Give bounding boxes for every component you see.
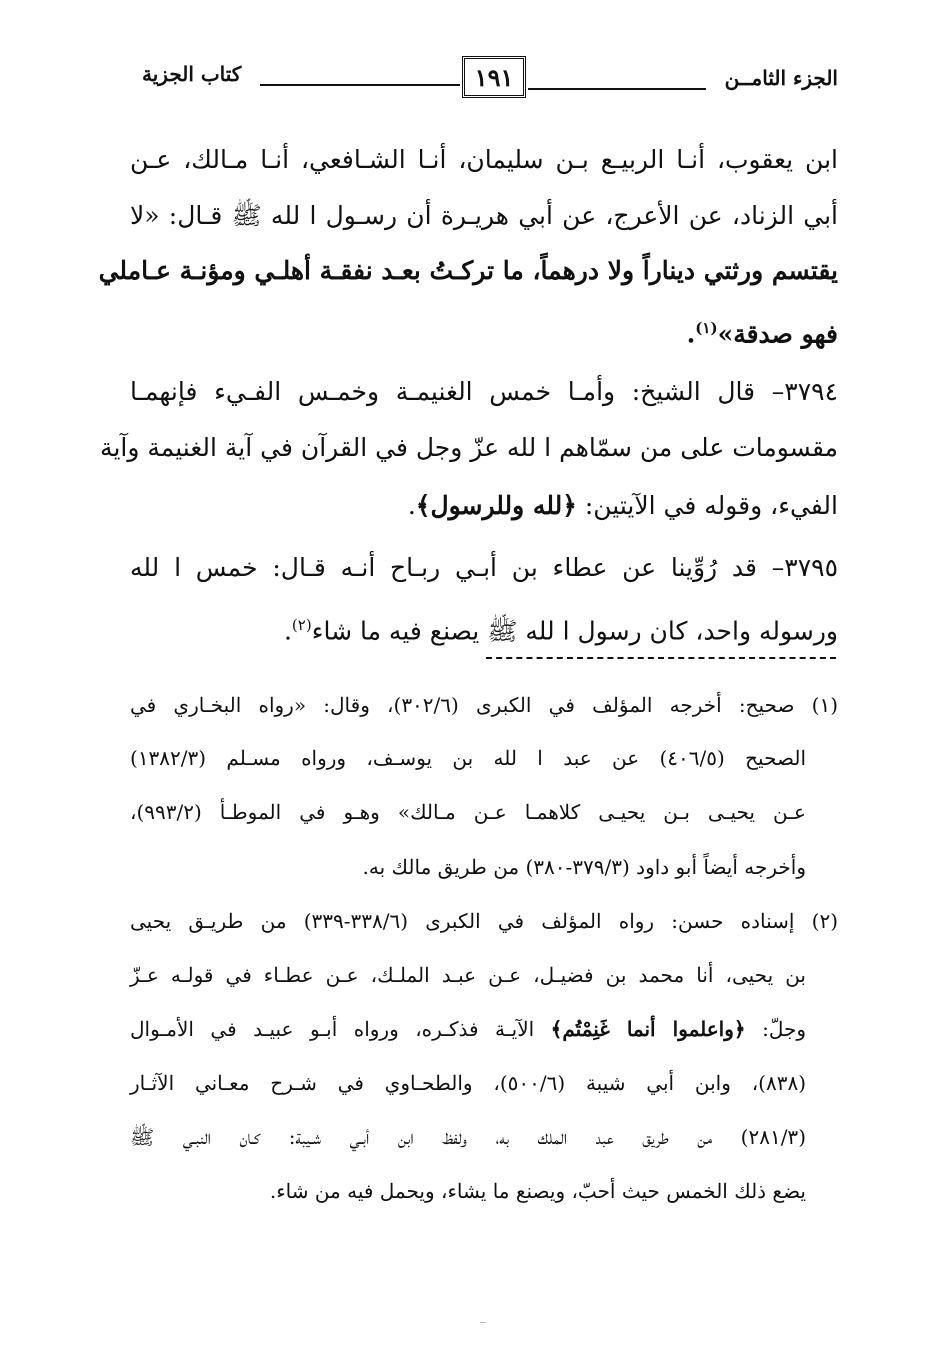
quran-quote: ﴿واعلموا أنما غَنِمْتُم﴾ (550, 1017, 746, 1041)
body-line: ورسوله واحد، كان رسول ا لله ﷺ يصنع فيه ما شاء$^{(٢)}$. (283, 616, 838, 646)
body-line: أبي الزناد، عن الأعرج، عن أبي هريـرة أن رسـول ا لله ﷺ قـال: «لا (130, 201, 838, 230)
footnote-line: (٢٨١/٣) من طريق عبد الملك به، ولفظ ابن أبـي شـيبة: كـان النبـي ﷺ (130, 1125, 806, 1149)
footnote-line: يضع ذلك الخمس حيث أحبّ، ويصنع ما يشاء، ويحمل فيه من شاء. (269, 1179, 806, 1203)
running-header (130, 52, 838, 102)
body-line: يقتسم ورثتي ديناراً ولا درهماً، ما تركـتُ بعـد نفقـة أهلـي ومؤنـة عـاملي (98, 256, 838, 285)
footnote-line: (٨٣٨)، وابن أبي شيبة (٥٠٠/٦)، والطحـاوي في شـرح معـاني الآثـار (130, 1071, 806, 1095)
scan-mark (480, 1322, 486, 1323)
body-line: ٣٧٩٥– قد رُوِّينا عن عطاء بن أبـي ربـاح أنـه قـال: خمس ا لله (130, 553, 838, 582)
footnote-ref: (١) (695, 319, 718, 337)
header-rule-right (528, 88, 706, 90)
page-number: ١٩١ (462, 56, 526, 98)
footnote-line: بن يحيى، أنا محمد بن فضيـل، عـن عبـد الملـك، عـن عطـاء في قولـه عـزّ (130, 963, 806, 987)
footnote-separator (486, 657, 836, 659)
footnote-line: وجلّ: ﴿واعلموا أنما غَنِمْتُم﴾ الآيـة فذكـره، ورواه أبـو عبيـد في الأمـوال (130, 1017, 806, 1041)
quran-quote: ﴿لله وللرسول﴾ (415, 491, 577, 520)
footnote-line: الصحيح (٤٠٦/٥) عن عبد ا لله بن يوسـف، ورواه مسـلم (١٣٨٢/٣) (130, 746, 806, 770)
hadith-end: فهو صدقة» (717, 319, 838, 349)
body-line: ٣٧٩٤– قال الشيخ: وأمـا خمس الغنيمـة وخمـس الفـيء فإنهمـا (130, 377, 838, 406)
footnote-line: (٢) إسناده حسن: رواه المؤلف في الكبرى (٣٣٨/٦-٣٣٩) من طريـق يحيى (130, 909, 838, 933)
body-line: فهو صدقة»$^{(١)}$. (686, 319, 838, 349)
part-title: الجزء الثامــن (724, 66, 838, 90)
footnote-ref: (٢) (291, 616, 312, 634)
header-rule-left (260, 84, 460, 86)
body-line: مقسومات على من سمّاهم ا لله عزّ وجل في القرآن في آية الغنيمة وآية (100, 433, 838, 462)
footnote-line: (١) صحيح: أخرجه المؤلف في الكبرى (٣٠٢/٦)، وقال: «رواه البخـاري في (130, 693, 838, 717)
body-line: الفيء، وقوله في الآيتين: ﴿لله وللرسول﴾. (407, 491, 838, 520)
book-title: كتاب الجزية (142, 62, 242, 86)
body-line: ابن يعقوب، أنـا الربيـع بـن سليمان، أنـا الشـافعي، أنـا مـالك، عـن (130, 145, 838, 174)
footnote-line: وأخرجه أيضاً أبو داود (٣٧٩/٣-٣٨٠) من طريق مالك به. (362, 855, 806, 879)
footnote-line: عـن يحيـى بـن يحيـى كلاهمـا عـن مـالك» وهـو في الموطـأ (٩٩٣/٢)، (130, 800, 806, 824)
